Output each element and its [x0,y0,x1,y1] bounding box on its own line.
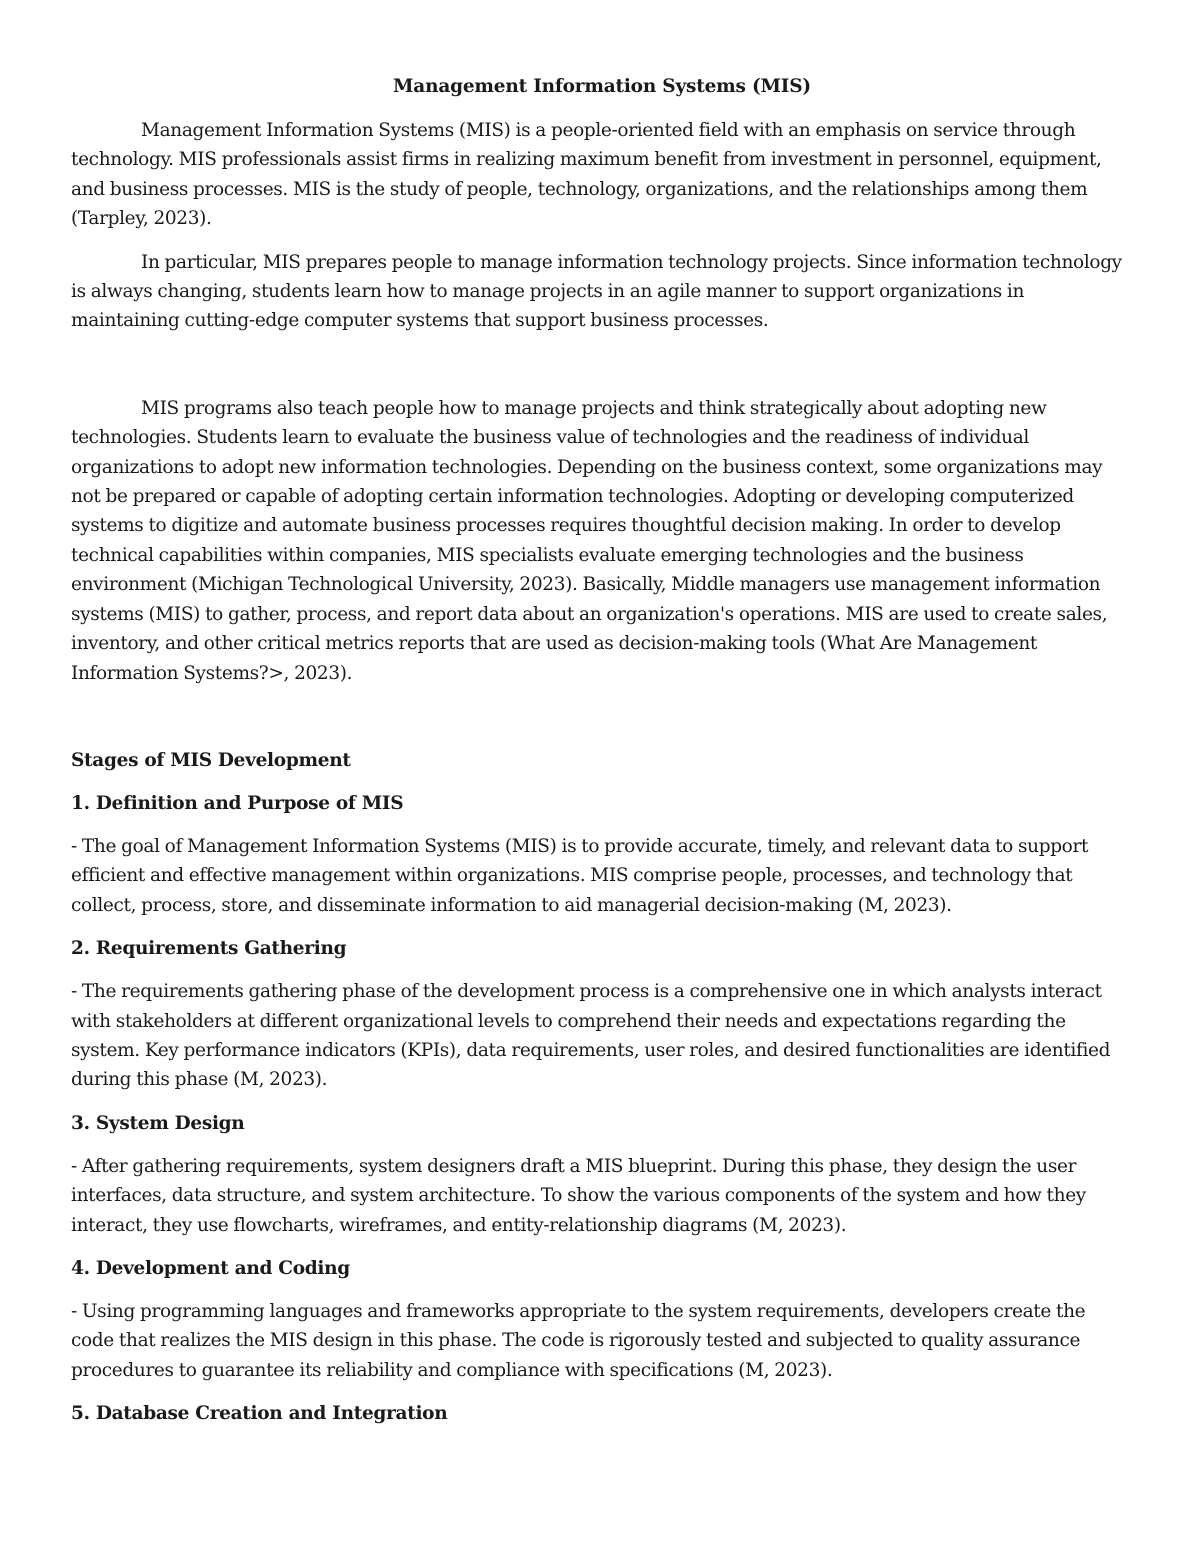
stage-heading-1: 1. Definition and Purpose of MIS [71,792,404,814]
stage-text-1: - The goal of Management Information Systems (MIS) is to provide accurate, timely, and relevant data to support efficient and effective management within organizations. MIS comprise people, processes, and technology that collect, process, store, and disseminate information to aid managerial decision-making (M, 2023). [71,835,1089,916]
blank-line [71,702,1133,746]
blank-line [71,350,1133,394]
stage-text-2: - The requirements gathering phase of the development process is a comprehensive one in which analysts interact with stakeholders at different organizational levels to comprehend their needs and expectations regarding the system. Key performance indicators (KPIs), data requirements, user roles, and desired functionalities are identified during this phase (M, 2023). [71,981,1111,1091]
stages-heading: Stages of MIS Development [71,749,351,771]
intro-paragraph-1: Management Information Systems (MIS) is a people-oriented field with an emphasis on service through technology. MIS professionals assist firms in realizing maximum benefit from investment in personnel, equipment, and business processes. MIS is the study of people, technology, organizations, and the relationships among them (Tarpley, 2023). [71,120,1102,230]
stage-heading-5: 5. Database Creation and Integration [71,1403,448,1425]
intro-paragraph-2: In particular, MIS prepares people to manage information technology projects. Since information technology is always changing, students learn how to manage projects in an agile manner to support organizations in maintaining cutting-edge computer systems that support business processes. [71,251,1122,332]
stage-heading-3: 3. System Design [71,1112,245,1134]
stage-heading-4: 4. Development and Coding [71,1257,350,1279]
document-page [71,72,1133,1442]
intro-paragraph-3: MIS programs also teach people how to manage projects and think strategically about adopting new technologies. Students learn to evaluate the business value of technologies and the readiness of individual organizations to adopt new information technologies. Depending on the business context, some organizations may not be prepared or capable of adopting certain information technologies. Adopting or developing computerized systems to digitize and automate business processes requires thoughtful decision making. In order to develop technical capabilities within companies, MIS specialists evaluate emerging technologies and the business environment (Michigan Technological University, 2023). Basically, Middle managers use management information systems (MIS) to gather, process, and report data about an organization's operations. MIS are used to create sales, inventory, and other critical metrics reports that are used as decision-making tools (What Are Management Information Systems?>, 2023). [71,397,1108,684]
stage-text-4: - Using programming languages and frameworks appropriate to the system requirements, developers create the code that realizes the MIS design in this phase. The code is rigorously tested and subjected to quality assurance procedures to guarantee its reliability and compliance with specifications (M, 2023). [71,1300,1086,1381]
document-title: Management Information Systems (MIS) [393,76,811,97]
stage-heading-2: 2. Requirements Gathering [71,938,347,960]
stage-text-3: - After gathering requirements, system designers draft a MIS blueprint. During this phase, they design the user interfaces, data structure, and system architecture. To show the various components of the system and how they interact, they use flowcharts, wireframes, and entity-relationship diagrams (M, 2023). [71,1155,1086,1236]
